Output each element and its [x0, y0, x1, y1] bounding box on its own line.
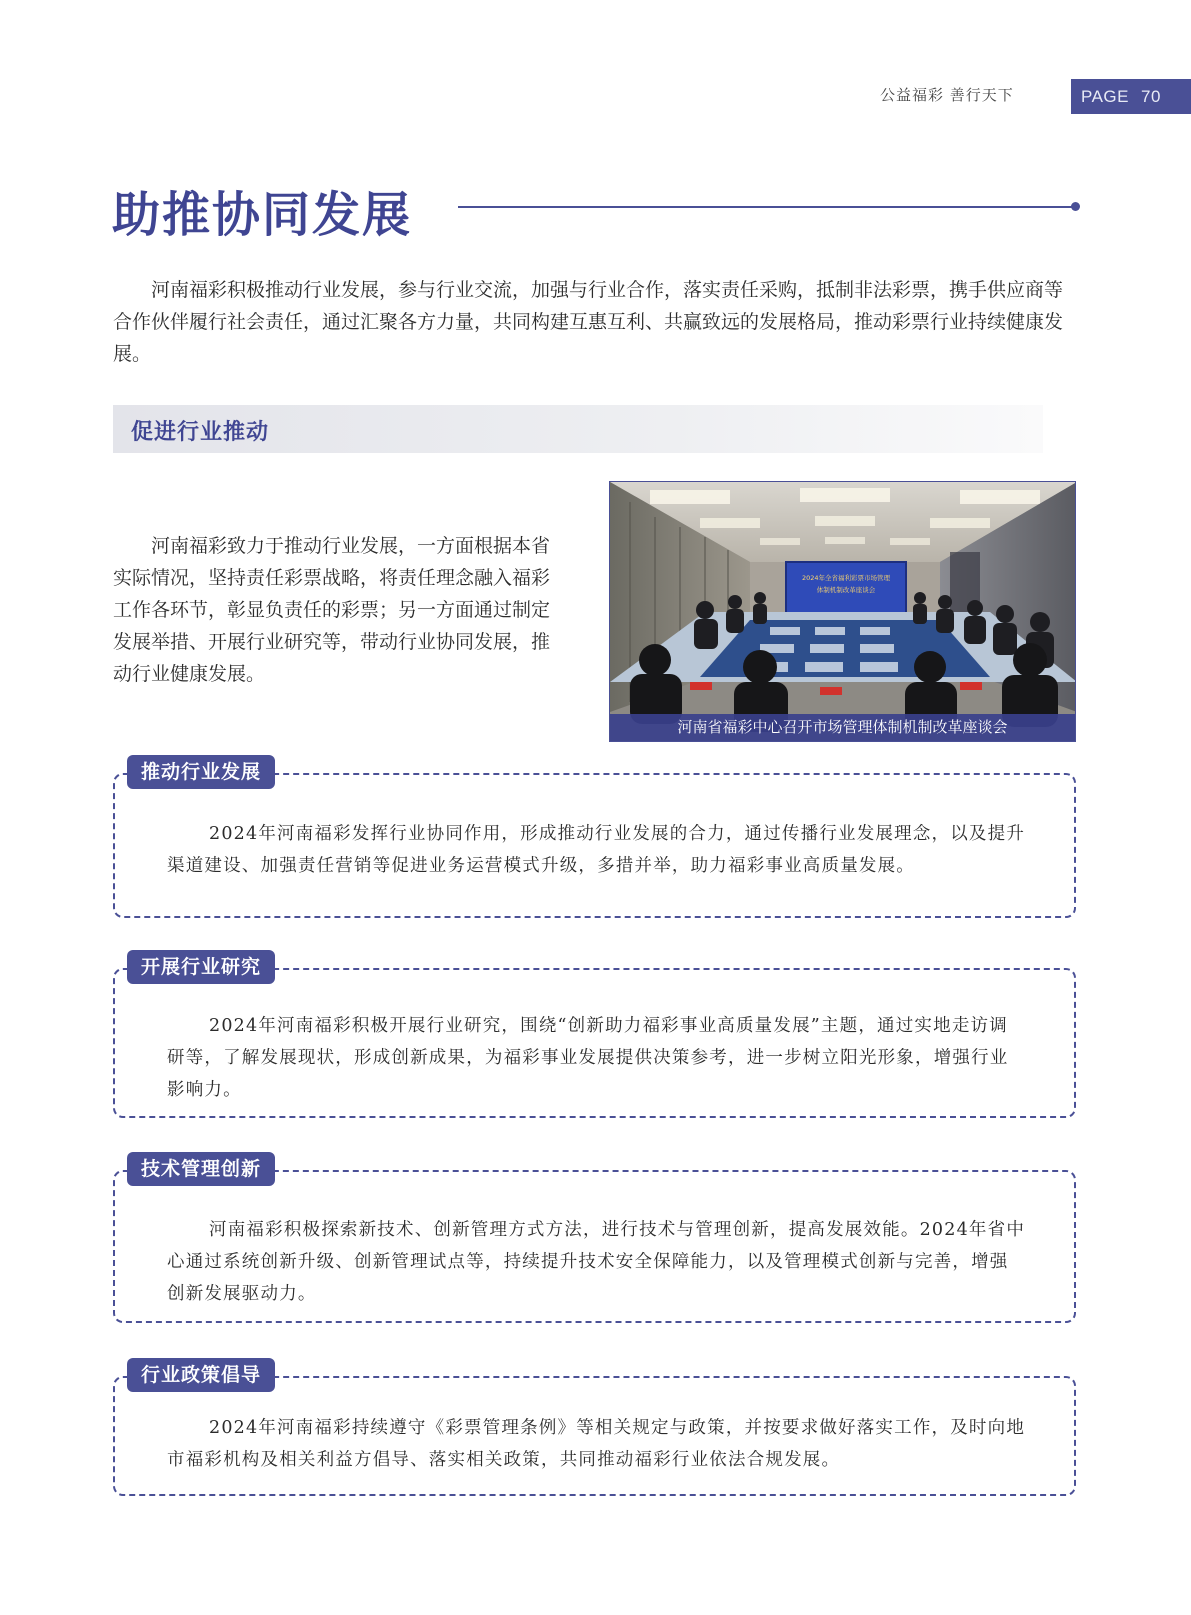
card-industry-development [113, 761, 1076, 918]
page-number: 70 [1140, 86, 1161, 106]
card-label: 推动行业发展 [127, 755, 275, 789]
card-industry-research [113, 956, 1076, 1118]
meeting-photo [609, 481, 1076, 742]
title-divider-dot [1071, 202, 1080, 211]
header-slogan: 公益福彩 善行天下 [880, 86, 1014, 104]
page-title: 助推协同发展 [112, 187, 413, 243]
card-tech-management-innovation [113, 1158, 1076, 1323]
card-text: 河南福彩积极探索新技术、创新管理方式方法，进行技术与管理创新，提高发展效能。2024年省中心通过系统创新升级、创新管理试点等，持续提升技术安全保障能力，以及管理模式创新与完善，增强创新发展驱动力。 [167, 1220, 1026, 1304]
screen-banner-line-1: 2024年全省福利彩票市场管理 [801, 574, 891, 582]
card-label: 行业政策倡导 [127, 1358, 275, 1392]
screen-banner-line-2: 体制机制改革座谈会 [816, 586, 876, 594]
section-lead-paragraph: 河南福彩致力于推动行业发展，一方面根据本省实际情况，坚持责任彩票战略，将责任理念融入福彩工作各环节，彰显负责任的彩票；另一方面通过制定发展举措、开展行业研究等，带动行业协同发展，推动行业健康发展。 [113, 535, 551, 685]
page-label: PAGE [1081, 86, 1129, 106]
card-text: 2024年河南福彩积极开展行业研究，围绕“创新助力福彩事业高质量发展”主题，通过实地走访调研等，了解发展现状，形成创新成果，为福彩事业发展提供决策参考，进一步树立阳光形象，增强行业影响力。 [167, 1016, 1009, 1100]
card-label: 技术管理创新 [127, 1152, 275, 1186]
photo-caption: 河南省福彩中心召开市场管理体制机制改革座谈会 [610, 714, 1075, 741]
card-policy-advocacy [113, 1364, 1076, 1496]
card-text: 2024年河南福彩发挥行业协同作用，形成推动行业发展的合力，通过传播行业发展理念，以及提升渠道建设、加强责任营销等促进业务运营模式升级，多措并举，助力福彩事业高质量发展。 [167, 824, 1026, 876]
page-number-tag [1071, 79, 1191, 114]
meeting-photo-illustration [610, 482, 1076, 742]
card-text: 2024年河南福彩持续遵守《彩票管理条例》等相关规定与政策，并按要求做好落实工作，及时向地市福彩机构及相关利益方倡导、落实相关政策，共同推动福彩行业依法合规发展。 [167, 1418, 1026, 1470]
title-divider [458, 206, 1076, 208]
intro-paragraph: 河南福彩积极推动行业发展，参与行业交流，加强与行业合作，落实责任采购，抵制非法彩票，携手供应商等合作伙伴履行社会责任，通过汇聚各方力量，共同构建互惠互利、共赢致远的发展格局，推动彩票行业持续健康发展。 [113, 279, 1064, 365]
card-label: 开展行业研究 [127, 950, 275, 984]
section-title: 促进行业推动 [131, 420, 270, 445]
